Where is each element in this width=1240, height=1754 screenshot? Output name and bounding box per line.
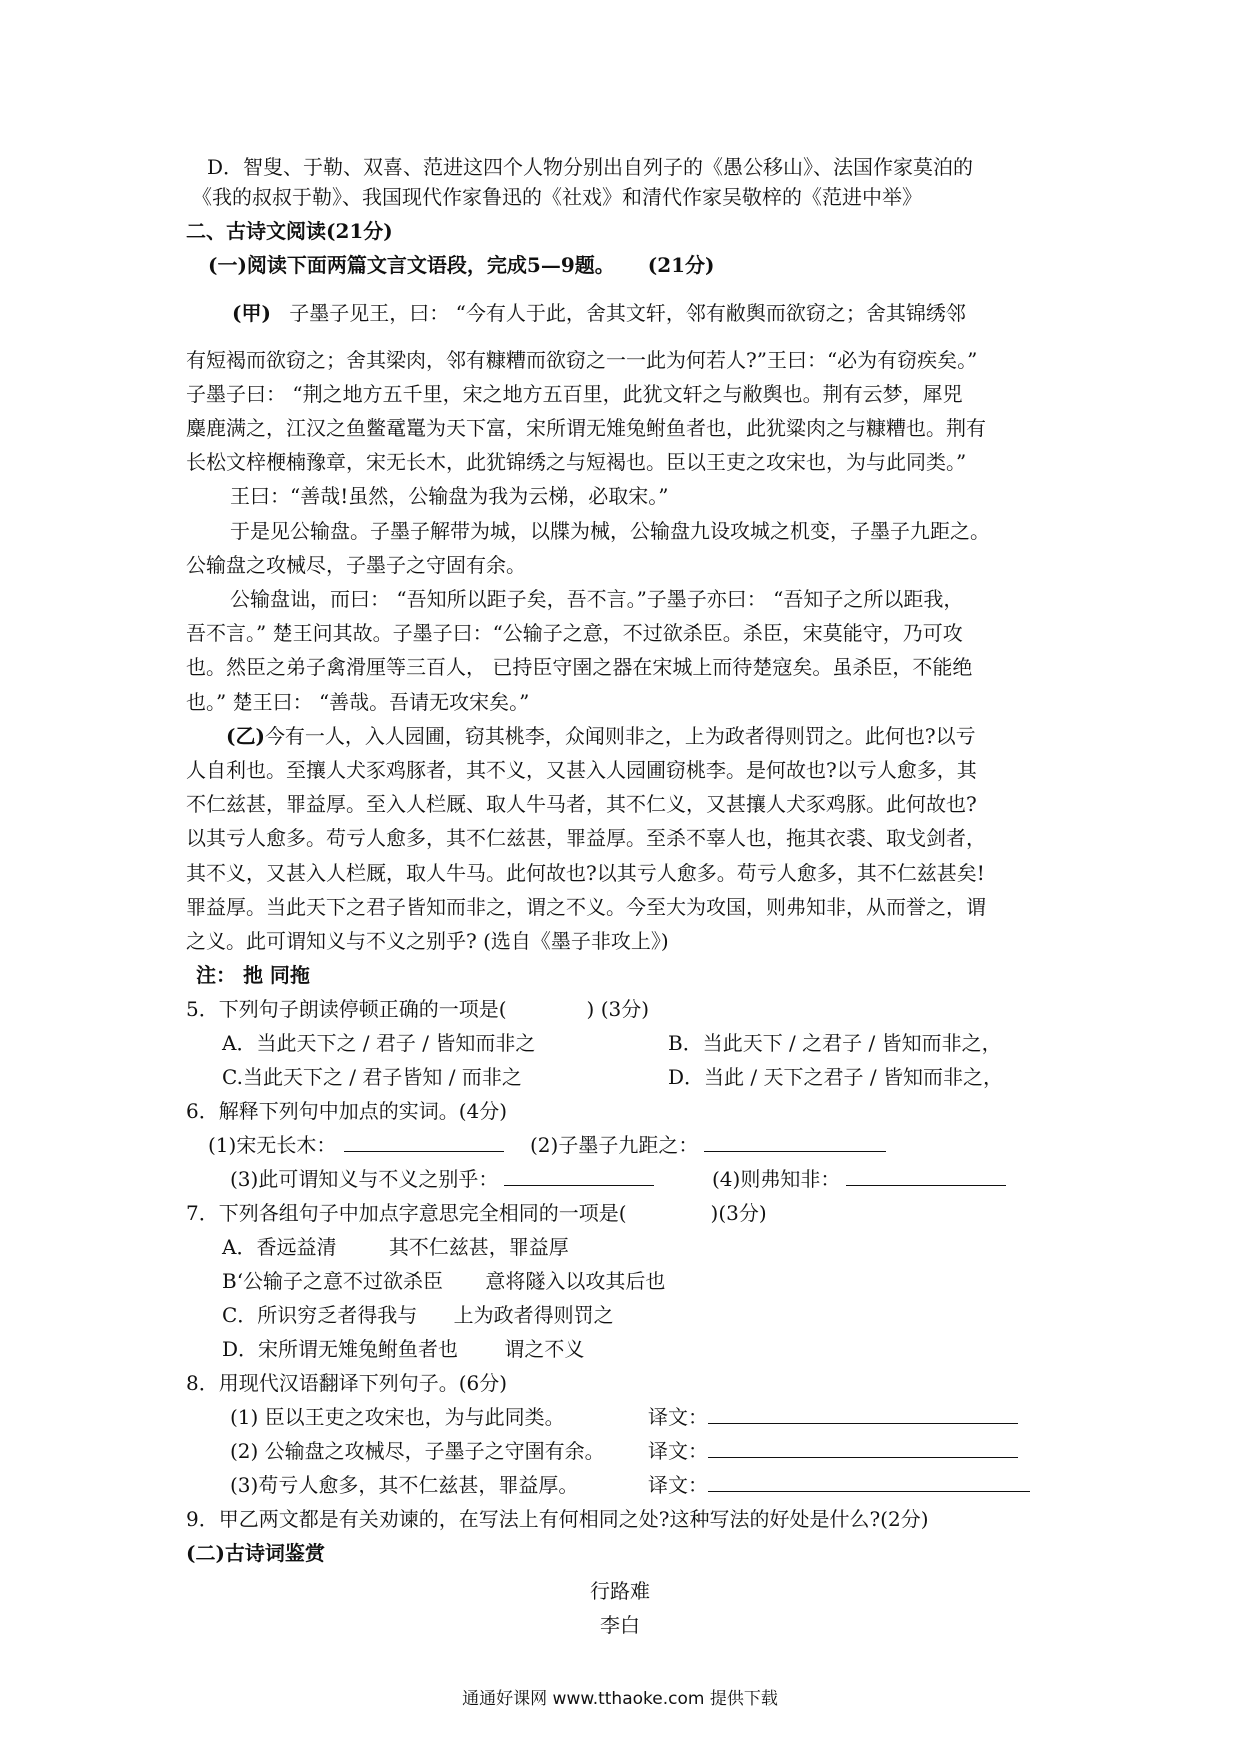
poem-author: 李白 [600,1613,640,1637]
q6-item-1-text: (1)宋无长木： [208,1133,337,1157]
jia-text: 子墨子见王，曰： “今有人于此，舍其文轩，邻有敝舆而欲窃之；舍其锦绣邻 [289,301,966,325]
annotation-note: 注： 扡 同拖 [196,963,310,987]
q5-option-c: C.当此天下之 / 君子皆知 / 而非之 [222,1065,522,1089]
jia-tag: (甲) [232,301,271,325]
q6-item-2-blank[interactable] [704,1129,886,1152]
q6-item-2-text: (2)子墨子九距之： [530,1133,699,1157]
q8-item-1-blank[interactable] [708,1401,1018,1424]
jia-line-12: 也。” 楚王曰： “善哉。吾请无攻宋矣。” [186,690,530,714]
q7-option-c-first: C．所识穷乏者得我与 [222,1303,418,1327]
q8-stem: 8．用现代汉语翻译下列句子。(6分) [186,1371,508,1395]
q8-item-3: (3)苟亏人愈多，其不仁兹甚，罪益厚。 [230,1473,579,1497]
q7-option-d [222,1332,584,1366]
yi-tag: (乙) [226,724,265,748]
q8-item-2-label: 译文： [648,1439,708,1463]
section-poetry-title: (二)古诗词鉴赏 [186,1541,325,1565]
q8-item-1-answer [648,1400,1018,1434]
jia-line-1 [232,296,966,330]
q4-option-d-line1: D．智叟、于勒、双喜、范进这四个人物分别出自列子的《愚公移山》、法国作家莫泊的 [207,155,974,179]
yi-line-1 [226,719,976,753]
q6-item-4 [712,1162,1006,1196]
q5-option-d: D．当此 / 天下之君子 / 皆知而非之， [668,1065,1003,1089]
q6-stem: 6．解释下列句中加点的实词。(4分) [186,1099,508,1123]
q6-item-2 [530,1128,886,1162]
q7-option-b [222,1264,665,1298]
q7-option-a-first: A．香远益清 [222,1235,337,1259]
section-title: 二、古诗文阅读(21分) [186,219,393,243]
q4-option-d-line2: 《我的叔叔于勒》、我国现代作家鲁迅的《社戏》和清代作家吴敬梓的《范进中举》 [192,185,922,209]
jia-line-11: 也。然臣之弟子禽滑厘等三百人， 已持臣守圉之器在宋城上而待楚寇矣。虽杀臣，不能绝 [186,655,973,679]
jia-line-8: 公输盘之攻械尽，子墨子之守固有余。 [186,553,526,577]
yi-line-4: 以其亏人愈多。苟亏人愈多，其不仁兹甚，罪益厚。至杀不辜人也，拖其衣裘、取戈剑者， [186,826,986,850]
q5-stem-text: 5．下列句子朗读停顿正确的一项是( [186,997,507,1021]
q7-stem [186,1196,767,1230]
jia-line-10: 吾不言。” 楚王问其故。子墨子曰：“公输子之意，不过欲杀臣。杀臣，宋莫能守，乃可攻 [186,621,963,645]
yi-line-3: 不仁兹甚，罪益厚。至入人栏厩、取人牛马者，其不仁义，又甚攘人犬豕鸡豚。此何故也? [186,792,977,816]
q6-item-1 [208,1128,504,1162]
q7-option-a-second: 其不仁兹甚，罪益厚 [388,1235,569,1259]
subsection-title [208,248,715,282]
q5-stem [186,992,649,1026]
q8-item-3-blank[interactable] [708,1469,1030,1492]
jia-line-9: 公输盘诎，而曰： “吾知所以距子矣，吾不言。”子墨子亦曰： “吾知子之所以距我， [230,587,964,611]
yi-line-2: 人自利也。至攘人犬豕鸡豚者，其不义，又甚入人园圃窃桃李。是何故也?以亏人愈多，其 [186,758,977,782]
q7-option-d-first: D．宋所谓无雉兔鲋鱼者也 [222,1337,459,1361]
q6-item-3 [230,1162,654,1196]
yi-line-6: 罪益厚。当此天下之君子皆知而非之，谓之不义。今至大为攻国，则弗知非，从而誉之，谓 [186,895,986,919]
jia-line-5: 长松文梓楩楠豫章，宋无长木，此犹锦绣之与短褐也。臣以王吏之攻宋也，为与此同类。” [186,450,967,474]
q7-option-b-second: 意将隧入以攻其后也 [485,1269,666,1293]
q8-item-3-label: 译文： [648,1473,708,1497]
q8-item-3-answer [648,1468,1030,1502]
jia-line-4: 麋鹿满之，江汉之鱼鳖鼋鼍为天下富，宋所谓无雉兔鲋鱼者也，此犹粱肉之与糠糟也。荆有 [186,416,986,440]
q7-option-c-second: 上为政者得则罚之 [453,1303,614,1327]
q5-option-b: B．当此天下 / 之君子 / 皆知而非之， [668,1031,1002,1055]
subsection-instruction: (一)阅读下面两篇文言文语段，完成5—9题。 [208,253,615,277]
q7-option-c [222,1298,614,1332]
q6-item-3-blank[interactable] [504,1163,654,1186]
yi-line-7: 之义。此可谓知义与不义之别乎? (选自《墨子非攻上》) [186,929,669,953]
subsection-score: (21分) [647,253,715,277]
q6-item-4-text: (4)则弗知非： [712,1167,841,1191]
page-footer: 通通好课网 www.tthaoke.com 提供下载 [462,1689,778,1709]
jia-line-2: 有短褐而欲窃之；舍其梁肉，邻有糠糟而欲窃之一一此为何若人?”王曰：“必为有窃疾矣。” [186,348,978,372]
q6-item-4-blank[interactable] [846,1163,1006,1186]
yi-line-5: 其不义，又甚入人栏厩，取人牛马。此何故也?以其亏人愈多。苟亏人愈多，其不仁兹甚矣! [186,861,985,885]
q8-item-2-blank[interactable] [708,1435,1018,1458]
q7-stem-text: 7．下列各组句子中加点字意思完全相同的一项是( [186,1201,627,1225]
jia-line-7: 于是见公输盘。子墨子解带为城，以牒为械，公输盘九设攻城之机变，子墨子九距之。 [230,519,990,543]
q6-item-1-blank[interactable] [344,1129,504,1152]
q9-stem: 9．甲乙两文都是有关劝谏的，在写法上有何相同之处?这种写法的好处是什么?(2分) [186,1507,929,1531]
q8-item-2-answer [648,1434,1018,1468]
q7-option-a [222,1230,569,1264]
yi-text: 今有一人，入人园圃，窃其桃李，众闻则非之，上为政者得则罚之。此何也?以亏 [264,724,976,748]
q7-score: )(3分) [710,1201,767,1225]
q5-score: ) (3分) [586,997,650,1021]
jia-line-6: 王曰：“善哉!虽然，公输盘为我为云梯，必取宋。” [230,484,669,508]
q6-item-3-text: (3)此可谓知义与不义之别乎： [230,1167,499,1191]
q8-item-1-label: 译文： [648,1405,708,1429]
q7-option-b-first: B‘公输子之意不过欲杀臣 [222,1269,444,1293]
q5-option-a: A．当此天下之 / 君子 / 皆知而非之 [222,1031,536,1055]
q8-item-2: (2) 公输盘之攻械尽，子墨子之守圉有余。 [230,1439,605,1463]
q7-option-d-second: 谓之不义 [504,1337,585,1361]
q8-item-1: (1) 臣以王吏之攻宋也，为与此同类。 [230,1405,565,1429]
poem-title: 行路难 [590,1579,650,1603]
jia-line-3: 子墨子曰： “荆之地方五千里，宋之地方五百里，此犹文轩之与敝舆也。荆有云梦，犀兕 [186,382,963,406]
